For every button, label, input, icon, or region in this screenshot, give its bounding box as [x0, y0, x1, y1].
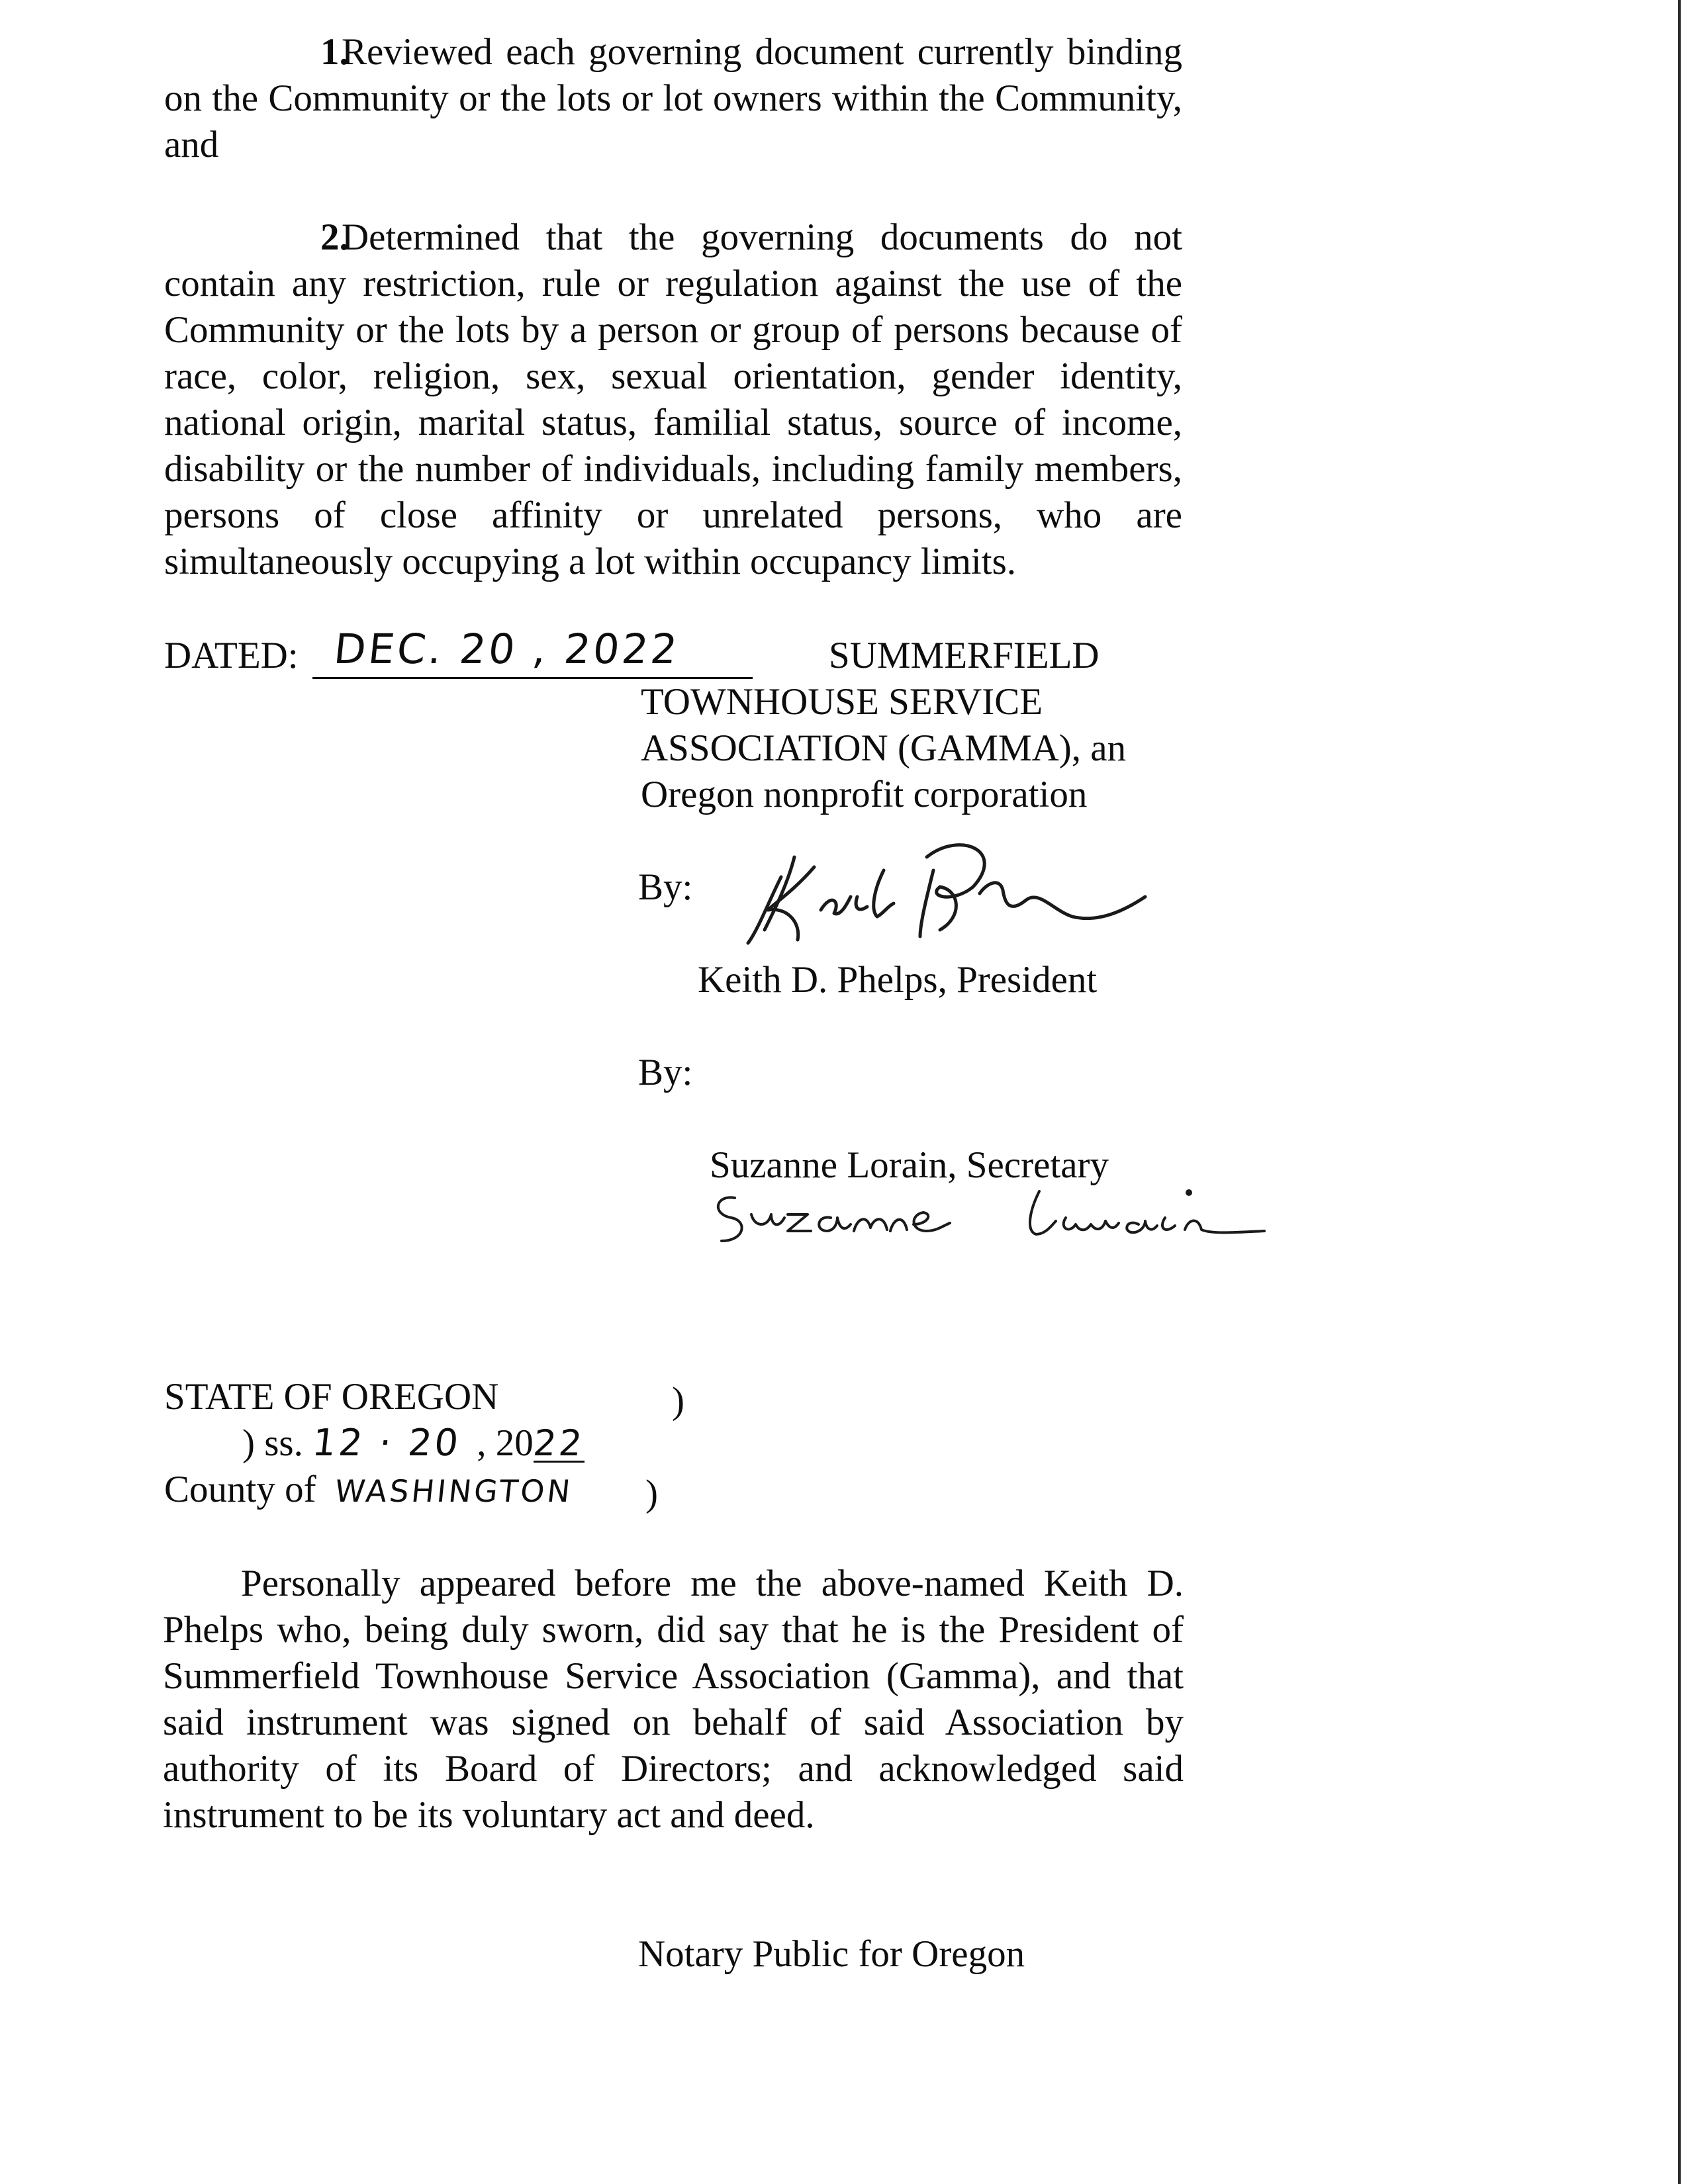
handwritten-date: DEC. 20 , 2022	[332, 625, 682, 673]
association-line-4: Oregon nonprofit corporation	[641, 774, 1088, 815]
ss-prefix: ) ss.	[242, 1422, 303, 1464]
notary-public-title: Notary Public for Oregon	[638, 1933, 1025, 1975]
county-label: County of	[164, 1469, 316, 1510]
handwritten-county: WASHINGTON	[333, 1473, 575, 1509]
dated-label: DATED:	[164, 635, 299, 676]
notary-statement: Personally appeared before me the above-named Keith D. Phelps who, being duly sworn, did say that he is the President of Summerfield Townhouse Service Association (Gamma), and that said instrument was signed on behalf of said Association by authority of its Board of Directors; and acknowledged said instrument to be its voluntary act and deed.	[163, 1563, 1184, 1836]
signer-2-name: Suzanne Lorain, Secretary	[710, 1144, 1109, 1186]
clause-1-text: Reviewed each governing document currently binding on the Community or the lots or lot owners within the Community, and	[164, 31, 1182, 165]
president-signature	[741, 831, 1152, 950]
clause-1-number: 1.	[320, 31, 349, 73]
notary-county-paren: )	[645, 1473, 658, 1514]
clause-2-text: Determined that the governing documents do not contain any restriction, rule or regulation against the use of the Community or the lots by a person or group of persons because of race, color, religion, sex, sexual orientation, gender identity, national origin, marital status, familial status, source of income, disability or the number of individuals, including family members, persons of close affinity or unrelated persons, who are simultaneously occupying a lot within occupancy limits.	[164, 216, 1182, 582]
clause-2-number: 2.	[320, 216, 349, 258]
secretary-signature	[708, 1178, 1284, 1264]
handwritten-year: 22	[531, 1422, 586, 1464]
notary-ss-line	[242, 1420, 585, 1467]
association-line-3: ASSOCIATION (GAMMA), an	[641, 727, 1127, 769]
year-prefix: , 20	[477, 1422, 534, 1464]
clause-1	[164, 29, 1182, 168]
association-line-1: SUMMERFIELD	[829, 635, 1100, 676]
notary-state-paren: )	[672, 1380, 684, 1422]
notary-county-line	[164, 1467, 573, 1514]
by-label-1: By:	[638, 866, 693, 908]
notary-state: STATE OF OREGON	[164, 1376, 499, 1418]
by-label-2: By:	[638, 1052, 693, 1093]
dated-handwritten-date	[332, 625, 682, 673]
handwritten-month-day: 12 · 20	[310, 1422, 463, 1465]
page-edge	[1678, 0, 1681, 2184]
signer-1-name: Keith D. Phelps, President	[698, 959, 1098, 1001]
association-line-2: TOWNHOUSE SERVICE	[641, 681, 1043, 723]
clause-2	[164, 214, 1182, 585]
